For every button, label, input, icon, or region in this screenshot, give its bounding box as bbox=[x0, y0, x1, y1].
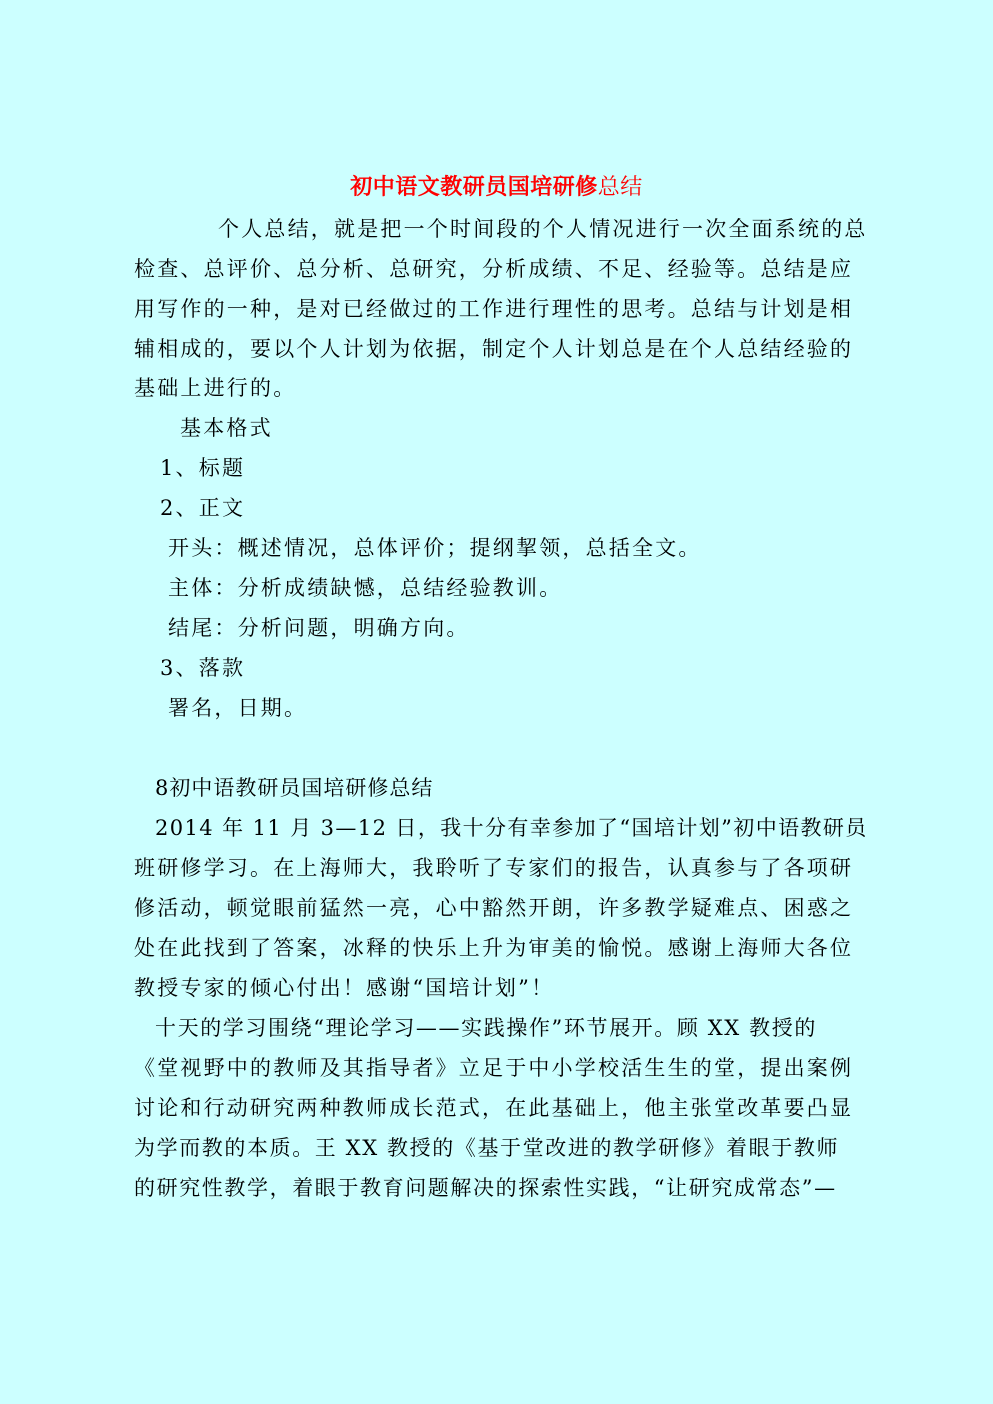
format-opening: 开头：概述情况，总体评价；提纲挈领，总括全文。 bbox=[168, 536, 702, 560]
article-para2-line: 为学而教的本质。王 XX 教授的《基于堂改进的教学研修》着眼于教师 bbox=[134, 1136, 840, 1160]
title-bold-part: 初中语文教研员国培研修 bbox=[350, 174, 598, 200]
intro-line: 基础上进行的。 bbox=[134, 376, 297, 400]
intro-line: 检查、总评价、总分析、总研究，分析成绩、不足、经验等。总结是应 bbox=[134, 257, 854, 281]
article-para2-line: 《堂视野中的教师及其指导者》立足于中小学校活生生的堂，提出案例 bbox=[134, 1056, 854, 1080]
intro-line: 个人总结，就是把一个时间段的个人情况进行一次全面系统的总 bbox=[218, 217, 868, 241]
article-para1-line: 处在此找到了答案，冰释的快乐上升为审美的愉悦。感谢上海师大各位 bbox=[134, 936, 854, 960]
article-para2-line: 讨论和行动研究两种教师成长范式，在此基础上，他主张堂改革要凸显 bbox=[134, 1096, 854, 1120]
format-item-title: 1、标题 bbox=[160, 456, 246, 480]
article-para1-line: 班研修学习。在上海师大，我聆听了专家们的报告，认真参与了各项研 bbox=[134, 856, 854, 880]
intro-line: 辅相成的，要以个人计划为依据，制定个人计划总是在个人总结经验的 bbox=[134, 337, 854, 361]
format-item-body: 2、正文 bbox=[160, 496, 246, 520]
article-para1-line: 2014 年 11 月 3—12 日，我十分有幸参加了“国培计划”初中语教研员 bbox=[155, 816, 868, 840]
title-light-part: 总结 bbox=[597, 175, 643, 200]
article-para1-line: 修活动，顿觉眼前猛然一亮，心中豁然开朗，许多教学疑难点、困惑之 bbox=[134, 896, 854, 920]
document-title bbox=[0, 170, 993, 201]
article-heading: 8初中语教研员国培研修总结 bbox=[155, 776, 434, 800]
article-para2-line: 的研究性教学，着眼于教育问题解决的探索性实践，“让研究成常态”— bbox=[134, 1176, 837, 1200]
article-para1-line: 教授专家的倾心付出！感谢“国培计划”！ bbox=[134, 976, 555, 1000]
intro-line: 用写作的一种，是对已经做过的工作进行理性的思考。总结与计划是相 bbox=[134, 297, 854, 321]
format-ending: 结尾：分析问题，明确方向。 bbox=[168, 616, 470, 640]
format-main: 主体：分析成绩缺憾，总结经验教训。 bbox=[168, 576, 563, 600]
format-signature: 署名，日期。 bbox=[168, 696, 308, 720]
format-item-signoff: 3、落款 bbox=[160, 656, 246, 680]
format-heading: 基本格式 bbox=[180, 416, 273, 440]
article-para2-line: 十天的学习围绕“理论学习——实践操作”环节展开。顾 XX 教授的 bbox=[155, 1016, 817, 1040]
